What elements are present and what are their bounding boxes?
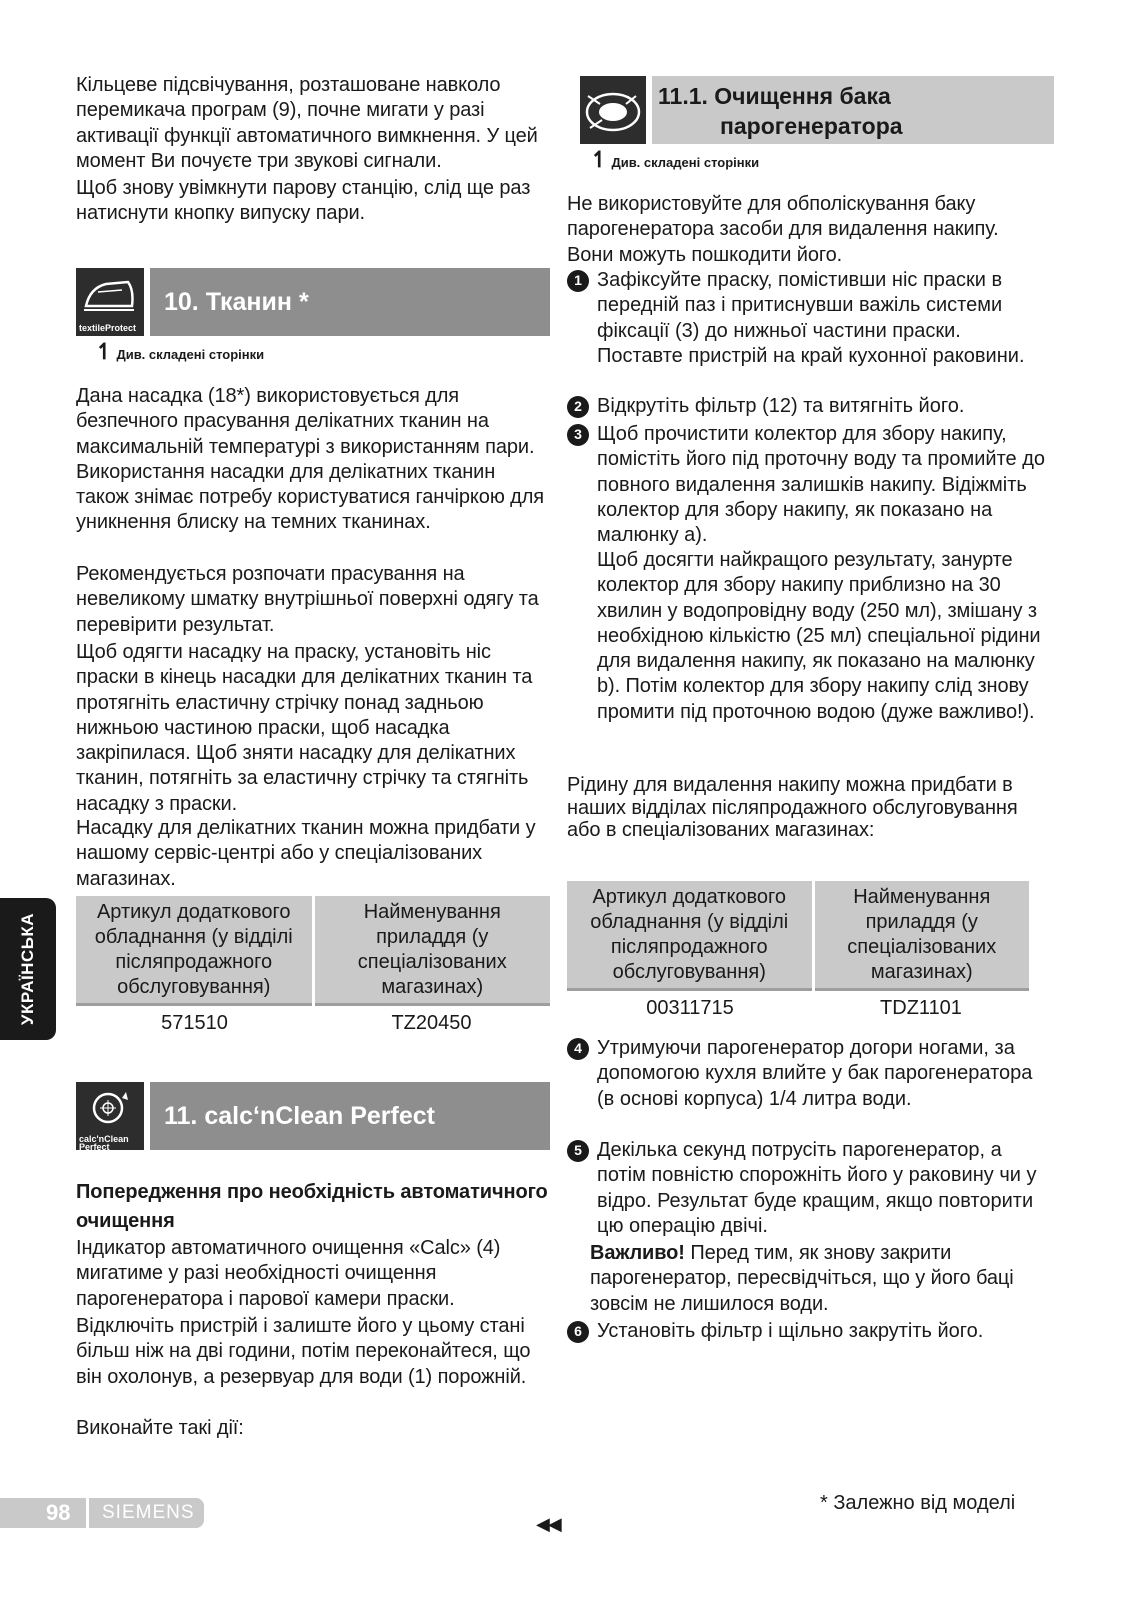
table-cell-name: TDZ1101 [880, 997, 962, 1019]
brand-logo: SIEMENS [102, 1502, 195, 1523]
section-11-paragraph-2: Відключіть пристрій і залиште його у цьому стані більш ніж на дві години, потім переконайтеся, що він охолонув, а резервуар для води (1) порожній. [76, 1315, 531, 1388]
textile-protect-icon [76, 268, 144, 336]
step-6 [567, 1319, 1047, 1344]
model-footnote: * Залежно від моделі [820, 1492, 1016, 1514]
back-arrows-icon: ◀◀ [536, 1514, 560, 1534]
section-10-title: 10. Тканин * [150, 268, 550, 336]
table-cell-name: TZ20450 [391, 1012, 472, 1034]
step-number: 3 [567, 424, 589, 446]
calc-n-clean-icon [76, 1082, 144, 1150]
page-number: 98 [46, 1500, 71, 1525]
step-text: Відкрутіть фільтр (12) та витягніть його. [597, 395, 965, 417]
step-number: 6 [567, 1321, 589, 1343]
section-11-header [76, 1082, 550, 1150]
icon-caption-2: Perfect [79, 1142, 110, 1152]
descaler-purchase-paragraph: Рідину для видалення накипу можна придбати в наших відділах післяпродажного обслуговування або в спеціалізованих магазинах: [567, 774, 1018, 841]
fold-arrow-icon: ↿ [590, 147, 609, 172]
section-11-paragraph-3: Виконайте такі дії: [76, 1417, 244, 1439]
step-2 [567, 394, 1047, 419]
language-tab-label: УКРАЇНСЬКА [18, 912, 37, 1026]
step-number: 5 [567, 1140, 589, 1162]
step-number: 1 [567, 270, 589, 292]
section-11-1-title-line-1: 11.1. Очищення бака [658, 83, 891, 109]
tank-intro-paragraph: Не використовуйте для обполіскування баку парогенератора засоби для видалення накипу. Вони можуть пошкодити його. [567, 193, 999, 266]
section-11-1-title [652, 76, 1054, 144]
step-text: Зафіксуйте праску, помістивши ніс праски в передній паз і притиснувши важіль системи фіксації (3) до нижньої частини праски. Поставте пристрій на край кухонної раковини. [597, 269, 1025, 367]
see-fold-pages-note-right [590, 147, 760, 172]
step-number: 4 [567, 1038, 589, 1060]
accessory-table-11-1 [567, 881, 1029, 1019]
table-cell-article: 571510 [161, 1012, 228, 1034]
fold-arrow-icon: ↿ [95, 339, 114, 364]
step-4 [567, 1036, 1047, 1112]
table-header-name: Найменування приладдя (у спеціалізованих магазинах) [313, 896, 550, 1005]
accessory-table-10 [76, 896, 550, 1034]
section-10-header [76, 268, 550, 336]
see-fold-pages-note [95, 339, 265, 364]
intro-paragraph-1: Кільцеве підсвічування, розташоване навколо перемикача програм (9), почне мигати у разі активації функції автоматичного вимкнення. У цей момент Ви почуєте три звукові сигнали. [76, 74, 538, 172]
important-note [590, 1241, 1040, 1317]
step-3-extra-paragraph: Щоб досягти найкращого результату, занурте колектор для збору накипу приблизно на 30 хвилин у водопровідну воду (250 мл), змішану з необхідною кількістю (25 мл) спеціальної рідини для видалення накипу, як показано на малюнку b). Потім колектор для збору накипу слід знову промити під проточною водою (дуже важливо!). [597, 549, 1041, 723]
step-text: Щоб прочистити колектор для збору накипу, помістіть його під проточну воду та промийте до повного видалення залишків накипу. Відіжміть колектор для збору накипу, як показано на малюнку a). [597, 423, 1045, 547]
section-10-paragraph-2: Рекомендується розпочати прасування на невеликому шматку внутрішньої поверхні одягу та перевірити результат. [76, 563, 539, 636]
warning-subheading: Попередження про необхідність автоматичного очищення [76, 1181, 548, 1232]
step-5 [567, 1138, 1047, 1239]
step-text: Утримуючи парогенератор догори ногами, за допомогою кухля влийте у бак парогенератора (в основі корпуса) 1/4 литра води. [597, 1037, 1033, 1110]
step-1 [567, 268, 1047, 369]
section-11-1-title-line-2: парогенератора [720, 113, 903, 139]
see-pages-label: Див. складені сторінки [611, 155, 760, 170]
footer-divider [86, 1498, 89, 1528]
icon-caption-1: calc'nClean [79, 1134, 129, 1144]
language-tab [0, 898, 56, 1040]
section-11-paragraph-1: Індикатор автоматичного очищення «Calc» (4) мигатиме у разі необхідності очищення парогенератора і парової камери праски. [76, 1237, 501, 1310]
step-number: 2 [567, 396, 589, 418]
important-label: Важливо! [590, 1242, 685, 1264]
intro-paragraph-2: Щоб знову увімкнути парову станцію, слід ще раз натиснути кнопку випуску пари. [76, 177, 531, 225]
section-10-paragraph-4: Насадку для делікатних тканин можна придбати у нашому сервіс-центрі або у спеціалізованих магазинах. [76, 817, 536, 890]
section-11-1-header [580, 76, 1054, 144]
steam-tank-icon [580, 76, 646, 144]
icon-caption: textileProtect [79, 323, 137, 333]
table-header-article: Артикул додаткового обладнання (у відділі післяпродажного обслуговування) [567, 881, 813, 990]
table-cell-article: 00311715 [646, 997, 734, 1019]
step-text: Установіть фільтр і щільно закрутіть його. [597, 1320, 984, 1342]
important-text: Перед тим, як знову закрити парогенератор, пересвідчіться, що у його баці зовсім не лишилося води. [590, 1242, 1014, 1315]
table-header-name: Найменування приладдя (у спеціалізованих магазинах) [813, 881, 1029, 990]
step-text: Декілька секунд потрусіть парогенератор, а потім повністю спорожніть його у раковину чи у відро. Результат буде кращим, якщо повторити цю операцію двічі. [597, 1139, 1037, 1237]
step-3 [567, 422, 1047, 548]
see-pages-label: Див. складені сторінки [116, 347, 265, 362]
section-10-paragraph-3: Щоб одягти насадку на праску, установіть ніс праски в кінець насадки для делікатних тканин та протягніть еластичну стрічку понад задньою нижньою частиною праски, щоб насадка закріпилася. Щоб зняти насадку для делікатних тканин, потягніть за еластичну стрічку та стягніть насадку з праски. [76, 641, 533, 815]
section-10-paragraph-1: Дана насадка (18*) використовується для безпечного прасування делікатних тканин на максимальній температурі з використанням пари. Використання насадки для делікатних тканин також знімає потребу користуватися ганчіркою для уникнення блиску на темних тканинах. [76, 385, 545, 534]
section-11-title: 11. calc‘nClean Perfect [150, 1082, 550, 1150]
table-header-article: Артикул додаткового обладнання (у відділі післяпродажного обслуговування) [76, 896, 313, 1005]
